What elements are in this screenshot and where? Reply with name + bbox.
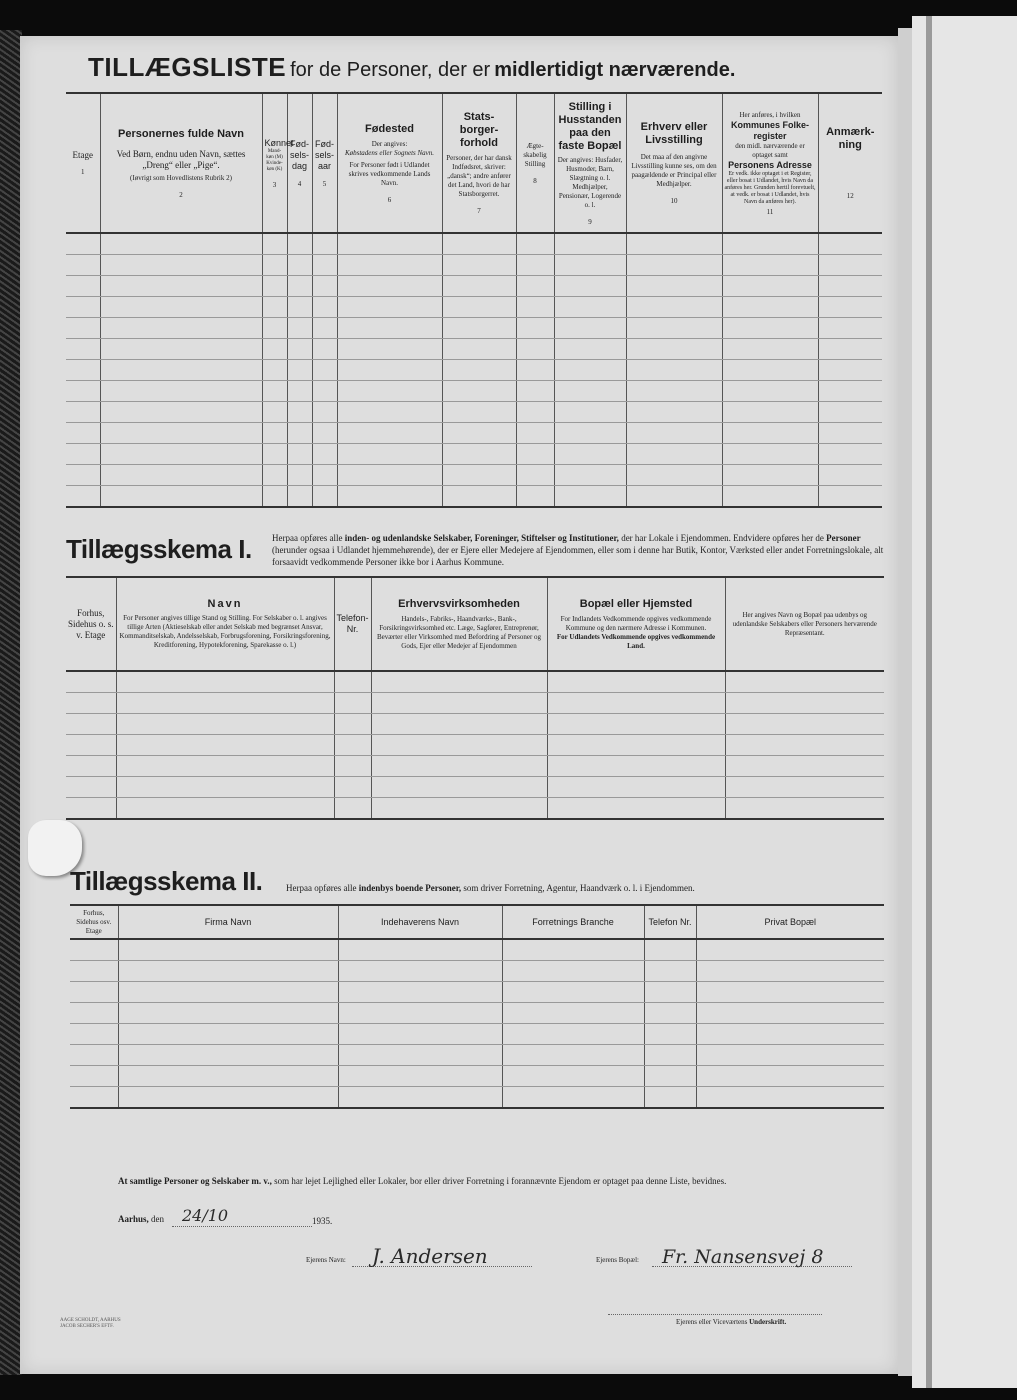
page-edge-shadow — [898, 28, 912, 1376]
s2-col-firma: Firma Navn — [118, 905, 338, 939]
skema1-title: Tillægsskema I. — [66, 534, 252, 564]
s2-col-bopael: Privat Bopæl — [696, 905, 884, 939]
owner-name-signature: J. Andersen — [372, 1244, 488, 1268]
declaration: At samtlige Personer og Selskaber m. v., som har lejet Lejlighed eller Lokaler, bor eller driver Forretning i forannævnte Ejendom er optaget paa denne Liste, bevidnes. — [118, 1176, 727, 1186]
s1-col-bopael: Bopæl eller Hjemsted For Indlandets Vedkommende opgives vedkommende Kommune og den nærmere Adresse i Kommunen. For Udlandets Vedkommende opgives vedkommende Land. — [547, 577, 725, 671]
book-binding — [0, 30, 22, 1375]
date-handwritten: 24/10 — [182, 1206, 229, 1225]
year: 1935. — [312, 1216, 333, 1226]
title-part1: for de Personer, der er — [290, 59, 491, 81]
col-fodselsdag: Fød-sels-dag 4 — [287, 93, 312, 233]
adjacent-page — [912, 16, 1017, 1388]
col-statsborger: Stats-borger-forhold Personer, der har dansk Indfødsret, skriver: „dansk“; andre anfører det Land, hvori de har Statsborgerret. 7 — [442, 93, 516, 233]
printer-mark: AAGE SCHOLDT, AARHUS JACOB SECHER'S EFTF. — [60, 1318, 121, 1329]
col-folkeregister: Her anføres, i hvilken Kommunes Folke-register den midl. nærværende er optaget samt Personens Adresse Er vedk. ikke optaget i et Register, eller bosat i Udlandet, hvis Navn da anføres her. Grunden hertil forevtuelt, at vedk. er bosat i Udlandet, hvis Navn da anføres her). 11 — [722, 93, 818, 233]
col-fodested: Fødested Der angives: Købstadens eller Sognets Navn. For Personer født i Udlandet skrives vedkommende Lands Navn. 6 — [337, 93, 442, 233]
vice-signature-caption: Ejerens eller Viceværtens Underskrift. — [676, 1318, 787, 1326]
skema2-title: Tillægsskema II. — [70, 866, 263, 896]
col-navn: Personernes fulde Navn Ved Børn, endnu uden Navn, sættes „Dreng“ eller „Pige“. (Iøvrigt som Hovedlistens Rubrik 2) 2 — [100, 93, 262, 233]
vice-signature-line — [608, 1314, 822, 1315]
col-aegteskab: Ægte-skabelig Stilling 8 — [516, 93, 554, 233]
date-line: Aarhus, den — [118, 1214, 165, 1224]
owner-name-label: Ejerens Navn: — [306, 1256, 346, 1264]
owner-address-handwritten: Fr. Nansensvej 8 — [662, 1246, 824, 1268]
col-fodselsaar: Fød-sels-aar 5 — [312, 93, 337, 233]
main-list-table — [66, 92, 882, 508]
s2-col-telefon: Telefon Nr. — [644, 905, 696, 939]
col-erhverv: Erhverv eller Livsstilling Det maa af den angivne Livsstilling kunne ses, om den paagældende er Principal eller Medhjælper. 10 — [626, 93, 722, 233]
owner-address-label: Ejerens Bopæl: — [596, 1256, 639, 1264]
s2-col-indehaver: Indehaverens Navn — [338, 905, 502, 939]
s1-col-etage: Forhus, Sidehus o. s. v. Etage — [66, 577, 116, 671]
skema2-description: Herpaa opføres alle indenbys boende Personer, som driver Forretning, Agentur, Haandværk o. l. i Ejendommen. — [286, 883, 695, 893]
s2-col-etage: Forhus, Sidehus osv. Etage — [70, 905, 118, 939]
title-part2: midlertidigt nærværende. — [494, 59, 736, 81]
skema1-table — [66, 576, 884, 820]
s1-col-navn: Navn For Personer angives tillige Stand og Stilling. For Selskaber o. l. angives tillige Arten (Aktieselskab eller andet Selskab med begrænset Ansvar, Kommanditselskab, Andelsselskab, Forbrugsforening, Forsikringsforening, Kreditforening, Hypotekforening, Sparekasse o. l.) — [116, 577, 334, 671]
s1-col-telefon: Telefon-Nr. — [334, 577, 371, 671]
col-anmaerkning: Anmærk-ning 12 — [818, 93, 882, 233]
title-main: TILLÆGSLISTE — [88, 52, 287, 82]
skema2-table — [70, 904, 884, 1109]
date-dotted-line — [172, 1226, 312, 1227]
col-kon: Kønnet Mand-køn (M) Kvinde-køn (K) 3 — [262, 93, 287, 233]
col-stilling: Stilling i Husstanden paa den faste Bopæl Der angives: Husfader, Husmoder, Barn, Slægtning o. l. Medhjælper, Pensionær, Logerende o. l. 9 — [554, 93, 626, 233]
skema1-description: Herpaa opføres alle inden- og udenlandske Selskaber, Foreninger, Stiftelser og Institutioner, der har Lokale i Ejendommen. Endvidere opføres her de Personer (herunder ogsaa i Udlandet hjemmehørende), der er Ejere eller Medejere af Ejendommen, eller som i denne har Butik, Kontor, Værksted eller andet Forretningslokale, alt forsaavidt vedkommende Personer ikke bor i Aarhus Kommune. — [272, 533, 884, 567]
s2-col-branche: Forretnings Branche — [502, 905, 644, 939]
col-etage: Etage 1 — [66, 93, 100, 233]
form-title — [88, 52, 735, 83]
s1-col-erhverv: Erhvervsvirksomheden Handels-, Fabriks-, Haandværks-, Bank-, Forsikringsvirksomhed etc. Læge, Sagfører, Entreprenør, Beværter eller Virksomhed med Befordring af Personer og Gods, Ejer eller Medejer af Ejendommen — [371, 577, 547, 671]
s1-col-repraesentant: Her angives Navn og Bopæl paa udenbys og udenlandske Selskabers eller Personers herværende Repræsentant. — [725, 577, 884, 671]
